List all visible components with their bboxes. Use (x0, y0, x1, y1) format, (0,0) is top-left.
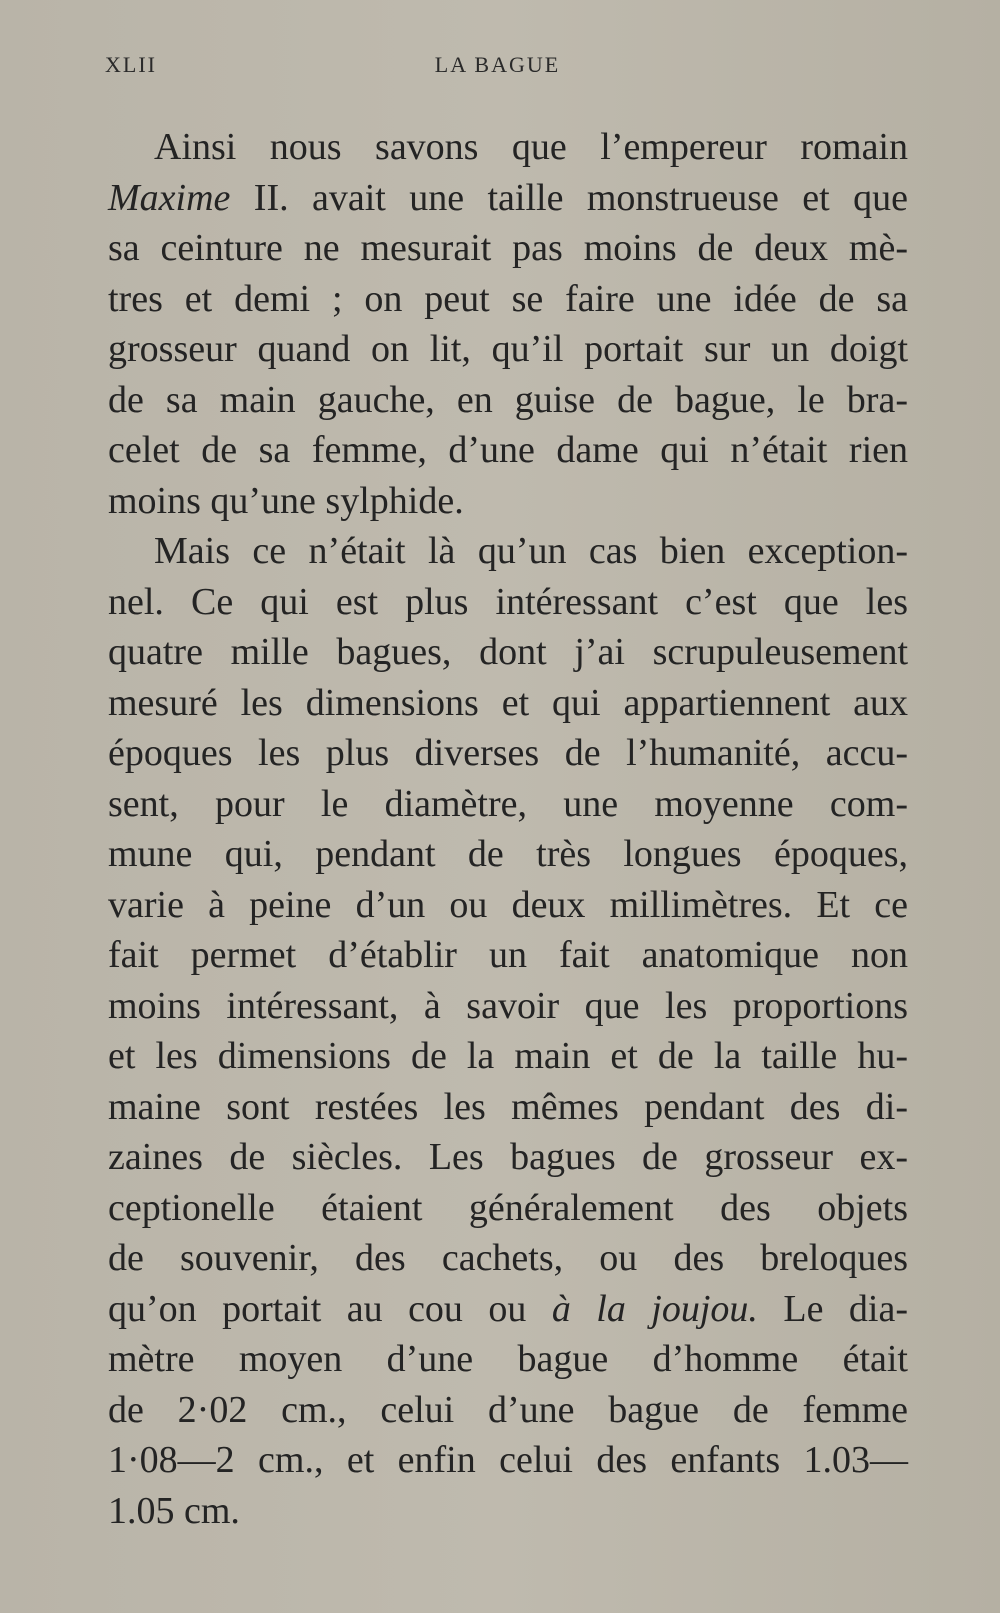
text-line (108, 1334, 908, 1385)
text-line (108, 1284, 908, 1335)
text-segment: zaines de siècles. Les bagues de grosseur ex- (108, 1136, 908, 1178)
text-segment: moins intéressant, à savoir que les proportions (108, 984, 908, 1027)
text-line (108, 1082, 908, 1133)
text-line (108, 476, 908, 527)
text-segment: tres et demi ; on peut se faire une idée de sa (108, 277, 908, 320)
text-segment: nel. Ce qui est plus intéressant c’est que les (108, 580, 908, 623)
text-line (108, 122, 908, 173)
text-line (108, 1233, 908, 1284)
text-segment: quatre mille bagues, dont j’ai scrupuleusement (108, 631, 908, 673)
text-segment: de souvenir, des cachets, ou des breloques (108, 1237, 908, 1279)
text-segment: moins qu’une sylphide. (108, 479, 464, 522)
text-line (108, 577, 908, 628)
text-line (108, 1031, 908, 1082)
text-segment: Le dia- (757, 1287, 908, 1330)
text-line (108, 526, 908, 577)
text-line (108, 930, 908, 981)
text-segment: sa ceinture ne mesurait pas moins de deux mè- (108, 227, 908, 269)
text-line (108, 173, 908, 224)
text-line (108, 274, 908, 325)
text-segment: 1·08—2 cm., et enfin celui des enfants 1.03— (108, 1439, 908, 1481)
text-segment: qu’on portait au cou ou (108, 1287, 552, 1330)
text-segment: sent, pour le diamètre, une moyenne com- (108, 782, 908, 825)
text-segment: fait permet d’établir un fait anatomique non (108, 934, 908, 976)
text-segment: mune qui, pendant de très longues époques, (108, 833, 908, 875)
text-line (108, 1435, 908, 1486)
italic-text: Maxime (108, 176, 231, 219)
running-head (105, 52, 890, 82)
page-number: XLII (105, 52, 157, 77)
paragraph (108, 526, 908, 1536)
text-segment: maine sont restées les mêmes pendant des di- (108, 1085, 908, 1128)
text-line (108, 981, 908, 1032)
text-segment: mesuré les dimensions et qui appartiennent aux (108, 681, 908, 724)
text-line (108, 829, 908, 880)
text-segment: celet de sa femme, d’une dame qui n’était rien (108, 429, 908, 471)
text-segment: époques les plus diverses de l’humanité, accu- (108, 732, 908, 774)
text-line (108, 728, 908, 779)
text-segment: et les dimensions de la main et de la taille hu- (108, 1035, 908, 1077)
paragraph (108, 122, 908, 526)
text-segment: varie à peine d’un ou deux millimètres. Et ce (108, 883, 908, 926)
body-text (108, 122, 908, 1536)
text-segment: de 2·02 cm., celui d’une bague de femme (108, 1388, 908, 1431)
text-line (108, 1132, 908, 1183)
text-segment: 1.05 cm. (108, 1489, 240, 1532)
running-title: LA BAGUE (434, 52, 561, 77)
text-line (108, 425, 908, 476)
text-line (108, 880, 908, 931)
text-line (108, 375, 908, 426)
text-segment: Ainsi nous savons que l’empereur romain (154, 126, 908, 168)
text-segment: ceptionelle étaient généralement des objets (108, 1186, 908, 1229)
text-segment: mètre moyen d’une bague d’homme était (108, 1338, 908, 1380)
text-line (108, 1385, 908, 1436)
text-line (108, 223, 908, 274)
text-line (108, 1183, 908, 1234)
text-line (108, 779, 908, 830)
text-line (108, 1486, 908, 1537)
text-segment: grosseur quand on lit, qu’il portait sur un doigt (108, 328, 908, 370)
text-line (108, 324, 908, 375)
text-line (108, 678, 908, 729)
italic-text: à la joujou. (551, 1287, 758, 1330)
text-segment: II. avait une taille monstrueuse et que (230, 176, 908, 219)
text-segment: Mais ce n’était là qu’un cas bien exception- (154, 530, 908, 572)
text-line (108, 627, 908, 678)
text-segment: de sa main gauche, en guise de bague, le bra- (108, 378, 908, 421)
